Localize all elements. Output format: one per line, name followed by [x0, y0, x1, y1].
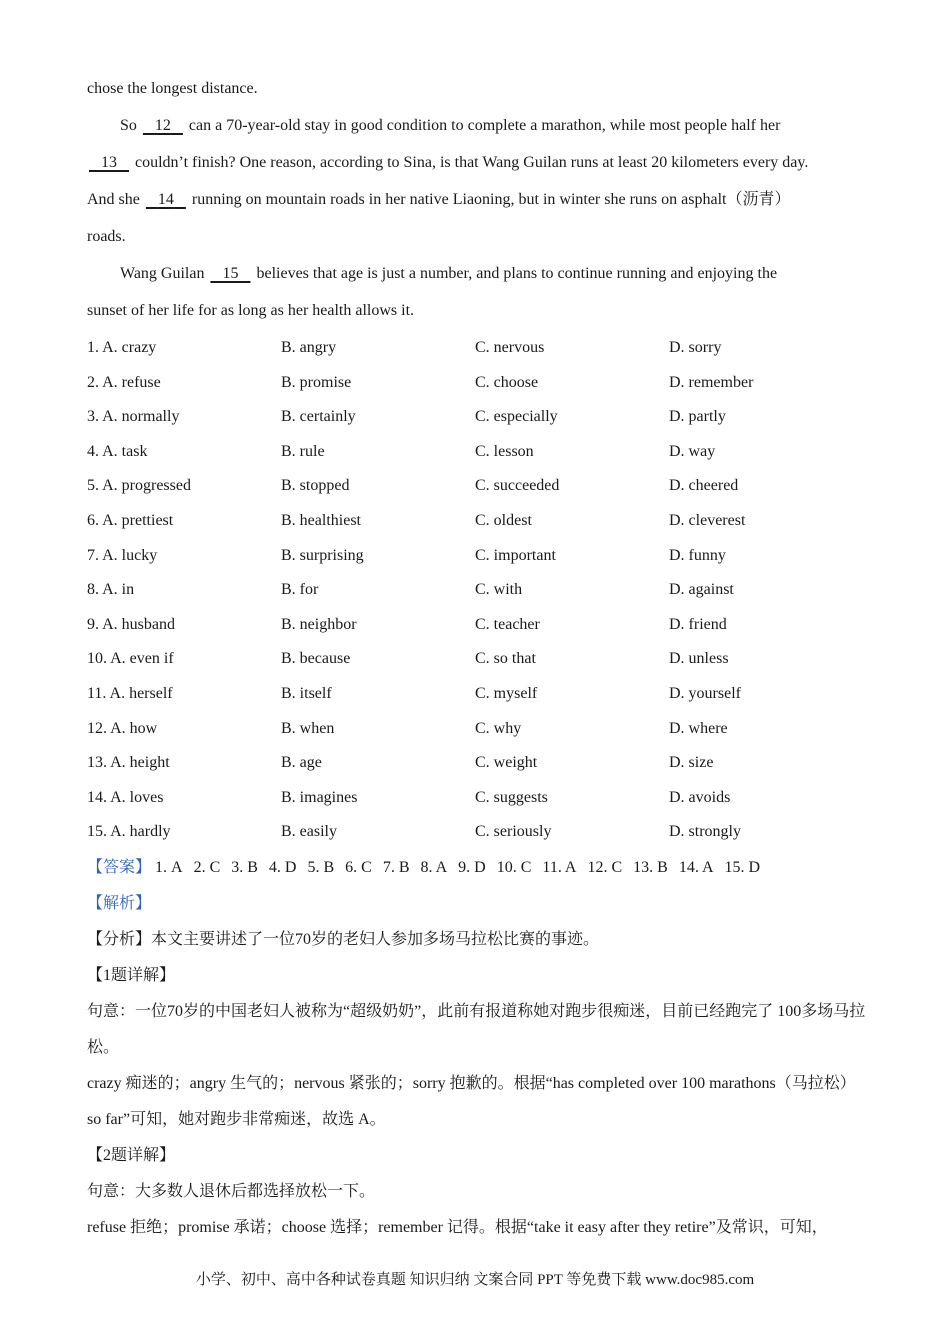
option-item: 2. A. refuse [87, 373, 161, 391]
option-item: C. succeeded [475, 477, 560, 495]
option-item: D. yourself [669, 684, 741, 702]
answer-row [87, 850, 867, 886]
option-row [87, 331, 867, 366]
option-item: D. friend [669, 615, 727, 633]
answer-item: 6. C [345, 858, 372, 876]
option-item: D. against [669, 581, 734, 599]
option-item: D. remember [669, 373, 754, 391]
answer-item: 15. D [724, 858, 761, 876]
option-item: C. important [475, 546, 556, 564]
answer-item: 4. D [268, 858, 297, 876]
option-row [87, 712, 867, 747]
option-row [87, 573, 867, 608]
option-row [87, 400, 867, 435]
option-item: D. size [669, 754, 714, 772]
answer-item: 9. D [458, 858, 486, 876]
passage-line [87, 107, 867, 144]
option-row [87, 815, 867, 850]
option-item: B. age [281, 754, 322, 772]
blank-15: 15 [222, 265, 239, 282]
option-item: C. weight [475, 754, 538, 772]
option-item: B. easily [281, 823, 337, 841]
passage-line: chose the longest distance. [87, 80, 258, 97]
answer-item: 13. B [633, 858, 668, 876]
option-item: D. way [669, 442, 716, 460]
option-item: B. angry [281, 339, 337, 356]
passage-text: can a 70-year-old stay in good condition to complete a marathon, while most people half her [184, 117, 781, 134]
option-item: C. especially [475, 408, 558, 426]
option-item: D. partly [669, 408, 726, 426]
option-item: C. oldest [475, 511, 532, 529]
option-item: B. stopped [281, 477, 350, 495]
answer-item: 8. A [420, 858, 448, 876]
option-item: C. nervous [475, 339, 545, 356]
option-row [87, 781, 867, 816]
passage-line: roads. [87, 228, 126, 245]
passage-text: running on mountain roads in her native Liaoning, but in winter she runs on asphalt（沥青） [187, 191, 791, 208]
option-row [87, 608, 867, 643]
blank-12: 12 [154, 117, 171, 134]
answer-item: 7. B [382, 858, 410, 876]
option-item: D. avoids [669, 788, 731, 806]
option-item: 14. A. loves [87, 788, 164, 806]
option-row [87, 366, 867, 401]
option-item: B. healthiest [281, 511, 361, 529]
option-item: D. funny [669, 546, 726, 564]
answer-item: 2. C [193, 858, 221, 876]
option-item: B. neighbor [281, 615, 357, 633]
q1-title: 【1题详解】 [87, 966, 176, 984]
option-item: B. for [281, 581, 319, 599]
answer-tag: 【答案】 [87, 858, 152, 876]
option-item: C. seriously [475, 823, 552, 841]
option-item: D. cheered [669, 477, 739, 495]
option-item: D. unless [669, 650, 729, 668]
answer-item: 11. A [542, 858, 577, 876]
passage-line [87, 144, 867, 181]
document-page [87, 70, 867, 1246]
passage-text: And she [87, 191, 144, 208]
answer-item: 5. B [307, 858, 335, 876]
passage-line [87, 181, 867, 218]
option-item: 1. A. crazy [87, 339, 157, 356]
option-item: 6. A. prettiest [87, 511, 174, 529]
option-item: C. lesson [475, 442, 534, 460]
option-item: 5. A. progressed [87, 477, 191, 495]
option-item: 8. A. in [87, 581, 135, 599]
option-item: 11. A. herself [87, 684, 173, 702]
option-item: B. imagines [281, 788, 358, 806]
option-item: B. rule [281, 442, 325, 460]
option-item: C. myself [475, 684, 538, 702]
option-row [87, 469, 867, 504]
options-table [87, 331, 867, 850]
option-item: B. because [281, 650, 351, 668]
option-item: D. sorry [669, 339, 722, 356]
blank-14: 14 [157, 191, 174, 208]
q2-title: 【2题详解】 [87, 1146, 176, 1164]
passage-text: Wang Guilan [120, 265, 209, 282]
q1-explain: crazy 痴迷的；angry 生气的；nervous 紧张的；sorry 抱歉的。根据“has completed over 100 marathons（马拉松）so far”可知，她对跑步非常痴迷，故选 A。 [87, 1074, 856, 1128]
answer-item: 10. C [496, 858, 532, 876]
option-item: 12. A. how [87, 719, 158, 737]
option-item: C. teacher [475, 615, 540, 633]
q1-sentence: 句意：一位70岁的中国老妇人被称为“超级奶奶”，此前有报道称她对跑步很痴迷，目前已经跑完了 100多场马拉松。 [87, 1002, 866, 1056]
option-row [87, 504, 867, 539]
analysis-tag: 【解析】 [87, 894, 152, 912]
option-item: C. suggests [475, 788, 548, 806]
answer-item: 3. B [231, 858, 258, 876]
answer-item: 12. C [587, 858, 623, 876]
answer-item: 1. A [155, 858, 183, 876]
option-row [87, 746, 867, 781]
option-item: 13. A. height [87, 754, 170, 772]
option-item: B. promise [281, 373, 352, 391]
option-item: 15. A. hardly [87, 823, 171, 841]
option-item: C. choose [475, 373, 539, 391]
option-row [87, 539, 867, 574]
option-item: 7. A. lucky [87, 546, 158, 564]
option-item: 3. A. normally [87, 408, 180, 426]
option-item: C. with [475, 581, 523, 599]
option-item: B. itself [281, 684, 332, 702]
option-item: D. cleverest [669, 511, 746, 529]
option-item: B. certainly [281, 408, 356, 426]
passage-text: couldn’t finish? One reason, according to Sina, is that Wang Guilan runs at least 20 kilometers every day. [131, 154, 809, 171]
option-item: 9. A. husband [87, 615, 175, 633]
q2-explain: refuse 拒绝；promise 承诺；choose 选择；remember 记得。根据“take it easy after they retire”及常识，可知， [87, 1218, 828, 1236]
analysis-summary: 【分析】本文主要讲述了一位70岁的老妇人参加多场马拉松比赛的事迹。 [87, 930, 600, 948]
option-row [87, 642, 867, 677]
blank-13: 13 [101, 154, 117, 171]
option-item: C. why [475, 719, 522, 737]
answer-item: 14. A [678, 858, 714, 876]
option-item: 10. A. even if [87, 650, 174, 668]
passage-text: So [120, 117, 141, 134]
page-footer: 小学、初中、高中各种试卷真题 知识归纳 文案合同 PPT 等免费下载 www.doc985.com [195, 1272, 755, 1288]
option-item: B. surprising [281, 546, 364, 564]
option-row [87, 435, 867, 470]
option-item: B. when [281, 719, 335, 737]
passage-text: believes that age is just a number, and plans to continue running and enjoying the [252, 265, 778, 282]
option-item: 4. A. task [87, 442, 148, 460]
option-item: D. where [669, 719, 728, 737]
passage-line [87, 255, 867, 292]
option-item: D. strongly [669, 823, 741, 841]
q2-sentence: 句意：大多数人退休后都选择放松一下。 [87, 1182, 376, 1200]
passage-line: sunset of her life for as long as her health allows it. [87, 302, 415, 319]
option-row [87, 677, 867, 712]
option-item: C. so that [475, 650, 536, 668]
